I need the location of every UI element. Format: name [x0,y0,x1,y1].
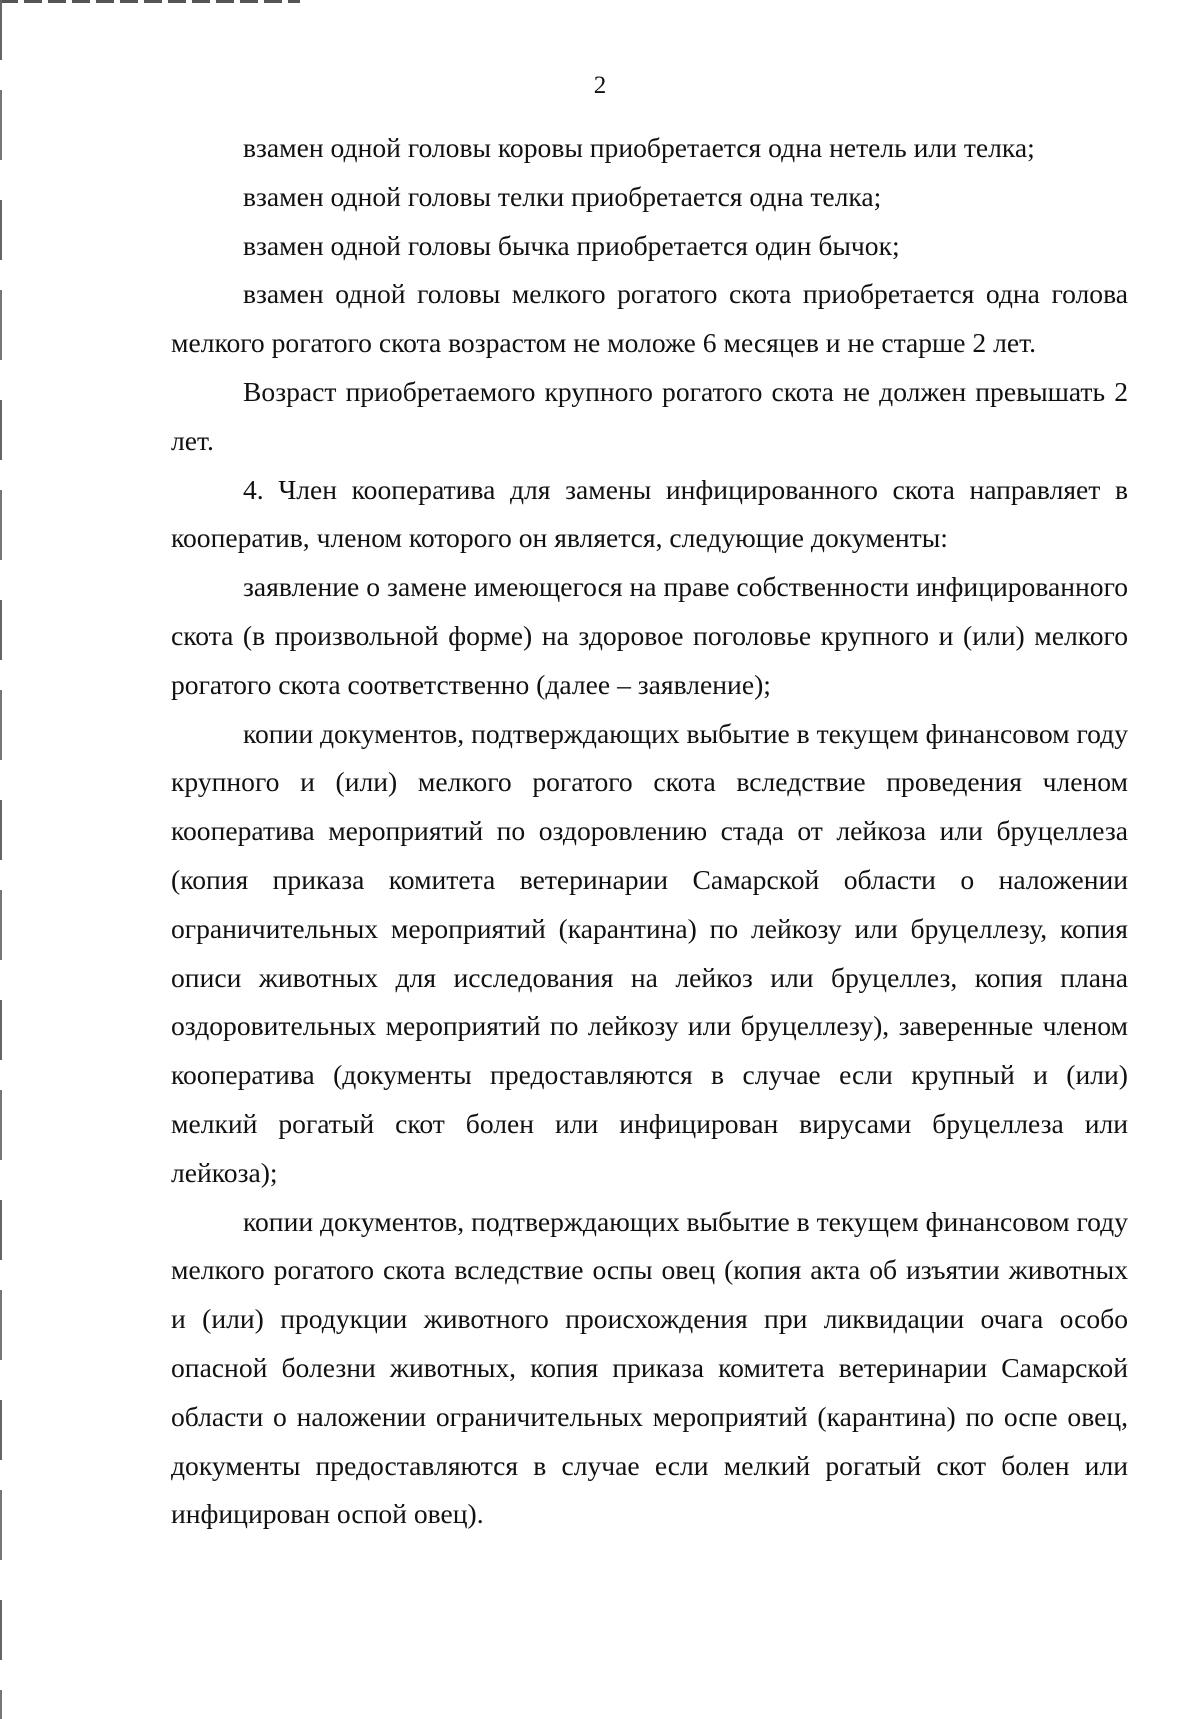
paragraph-application: заявление о замене имеющегося на праве собственности инфицированного скота (в произвольной форме) на здоровое поголовье крупного и (или) мелкого рогатого скота соответственно (далее – заявление); [171,571,1128,700]
paragraph-cow: взамен одной головы коровы приобретается одна нетель или телка; [243,132,1035,163]
paragraph-heifer: взамен одной головы телки приобретается одна телка; [243,180,882,212]
paragraph-bull-calf: взамен одной головы бычка приобретается один бычок; [243,229,900,261]
page-number: 2 [593,72,607,99]
document-body [171,124,1128,1539]
paragraph-leukosis-brucellosis-docs: копии документов, подтверждающих выбытие в текущем финансовом году крупного и (или) мелкого рогатого скота вследствие проведения членом кооператива мероприятий по оздоровлению стада от лейкоза или бруцеллеза (копия приказа комитета ветеринарии Самарской области о наложении ограничительных мероприятий (карантина) по лейкозу или бруцеллезу, копия описи животных для исследования на лейкоз или бруцеллез, копия плана оздоровительных мероприятий по лейкозу или бруцеллезу), заверенные членом кооператива (документы предоставляются в случае если крупный и (или) мелкий рогатый скот болен или инфицирован вирусами бруцеллеза или лейкоза); [171,717,1128,1188]
paragraph-item-4: 4. Член кооператива для замены инфицированного скота направляет в кооператив, членом которого он является, следующие документы: [171,473,1128,554]
paragraph-cattle-age: Возраст приобретаемого крупного рогатого скота не должен превышать 2 лет. [171,375,1128,456]
paragraph-small-cattle: взамен одной головы мелкого рогатого скота приобретается одна голова мелкого рогатого скота возрастом не моложе 6 месяцев и не старше 2 лет. [171,278,1128,359]
paragraph-sheep-pox-docs: копии документов, подтверждающих выбытие в текущем финансовом году мелкого рогатого скота вследствие оспы овец (копия акта об изъятии животных и (или) продукции животного происхождения при ликвидации очага особо опасной болезни животных, копия приказа комитета ветеринарии Самарской области о наложении ограничительных мероприятий (карантина) по оспе овец, документы предоставляются в случае если мелкий рогатый скот болен или инфицирован оспой овец). [171,1205,1128,1530]
scan-edge-left [0,0,2,1719]
scan-edge-top [0,0,300,3]
